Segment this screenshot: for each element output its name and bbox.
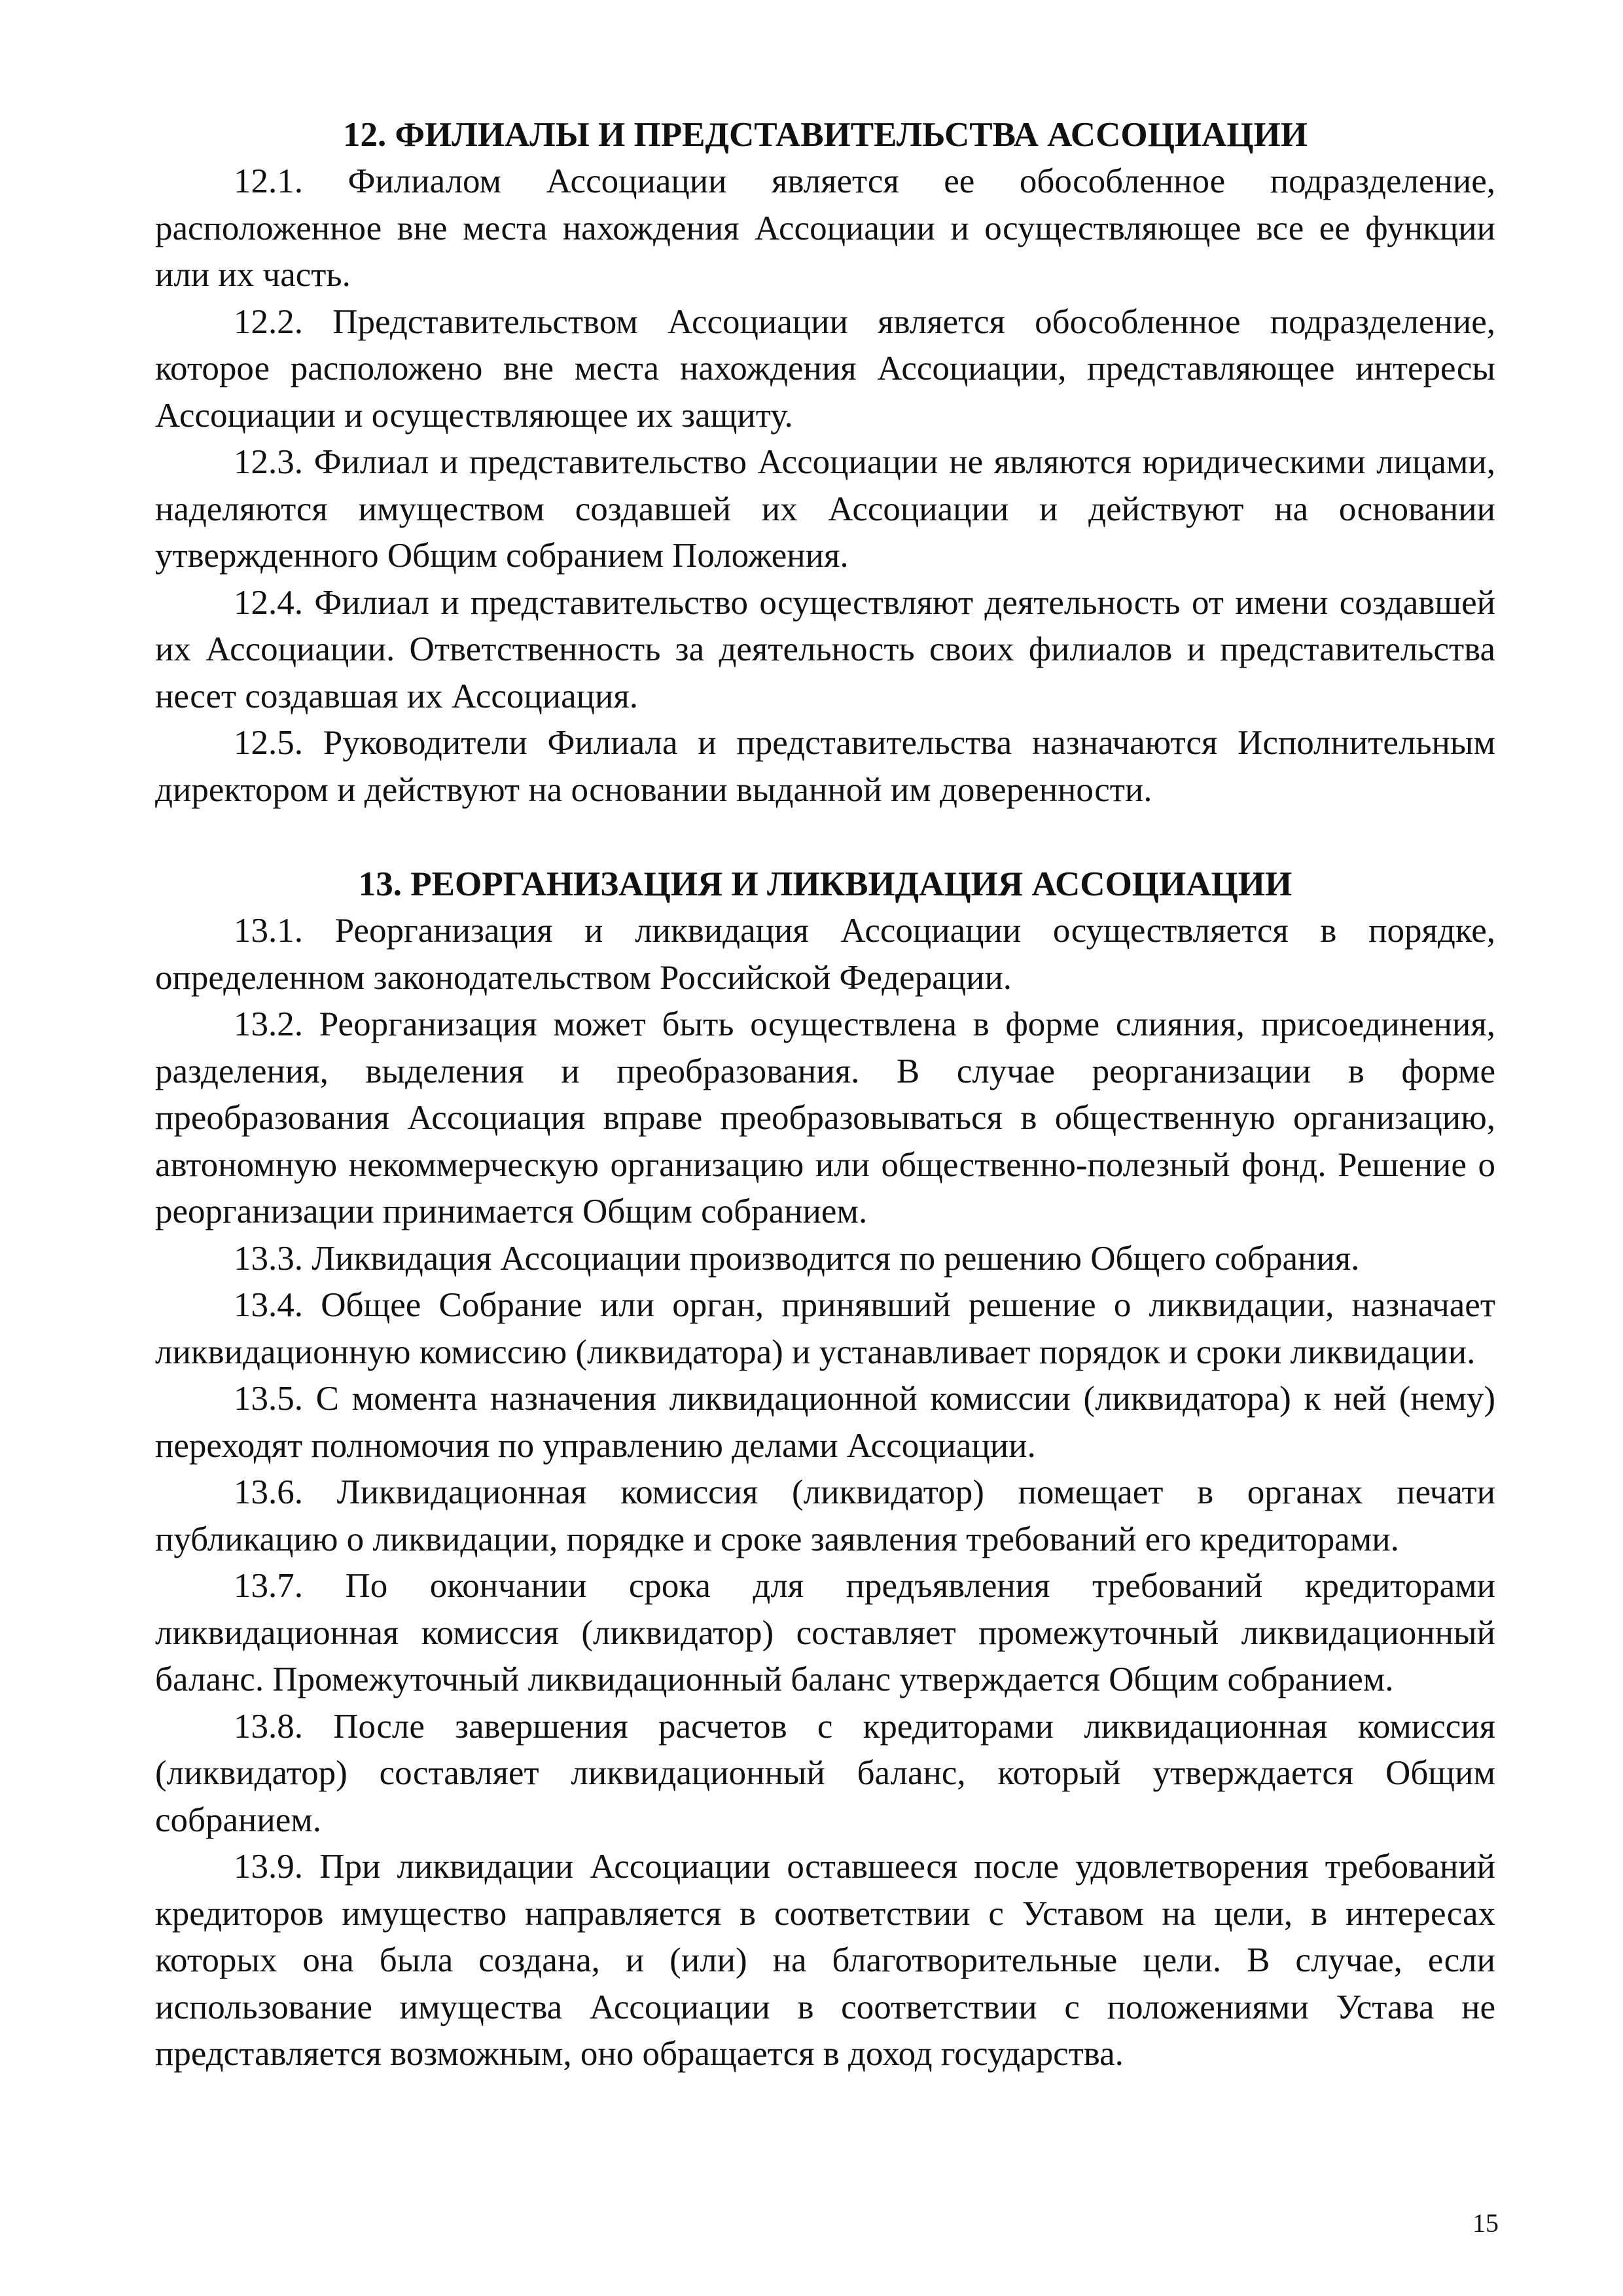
section-12 bbox=[155, 111, 1495, 814]
paragraph-12-2: 12.2. Представительством Ассоциации является обособленное подразделение, которое расположено вне места нахождения Ассоциации, представляющее интересы Ассоциации и осуществляющее их защиту. bbox=[155, 302, 1495, 435]
section-13 bbox=[155, 861, 1495, 2078]
paragraph-13-7: 13.7. По окончании срока для предъявления требований кредиторами ликвидационная комиссия (ликвидатор) составляет промежуточный ликвидационный баланс. Промежуточный ликвидационный баланс утверждается Общим собранием. bbox=[155, 1567, 1495, 1698]
page-number: 15 bbox=[1472, 2208, 1499, 2238]
section-spacer bbox=[155, 814, 1495, 861]
paragraph-13-4: 13.4. Общее Собрание или орган, принявший решение о ликвидации, назначает ликвидационную комиссию (ликвидатора) и устанавливает порядок и сроки ликвидации. bbox=[155, 1286, 1495, 1371]
paragraph-12-5: 12.5. Руководители Филиала и представительства назначаются Исполнительным директором и действуют на основании выданной им доверенности. bbox=[155, 724, 1495, 809]
paragraph-13-1: 13.1. Реорганизация и ликвидация Ассоциации осуществляется в порядке, определенном законодательством Российской Федерации. bbox=[155, 912, 1495, 997]
section-title: 13. РЕОРГАНИЗАЦИЯ И ЛИКВИДАЦИЯ АССОЦИАЦИИ bbox=[358, 865, 1293, 903]
paragraph-13-3: 13.3. Ликвидация Ассоциации производится по решению Общего собрания. bbox=[234, 1239, 1360, 1278]
paragraph-13-6: 13.6. Ликвидационная комиссия (ликвидатор) помещает в органах печати публикацию о ликвидации, порядке и сроке заявления требований его кредиторами. bbox=[155, 1473, 1495, 1558]
paragraph-13-8: 13.8. После завершения расчетов с кредиторами ликвидационная комиссия (ликвидатор) составляет ликвидационный баланс, который утверждается Общим собранием. bbox=[155, 1707, 1495, 1839]
paragraph-13-2: 13.2. Реорганизация может быть осуществлена в форме слияния, присоединения, разделения, выделения и преобразования. В случае реорганизации в форме преобразования Ассоциация вправе преобразовываться в общественную организацию, автономную некоммерческую организацию или общественно-полезный фонд. Решение о реорганизации принимается Общим собранием. bbox=[155, 1005, 1495, 1230]
paragraph-13-9: 13.9. При ликвидации Ассоциации оставшееся после удовлетворения требований кредиторов имущество направляется в соответствии с Уставом на цели, в интересах которых она была создана, и (или) на благотворительные цели. В случае, если использование имущества Ассоциации в соответствии с положениями Устава не представляется возможным, оно обращается в доход государства. bbox=[155, 1848, 1495, 2073]
document-page bbox=[155, 111, 1495, 2078]
paragraph-12-3: 12.3. Филиал и представительство Ассоциации не являются юридическими лицами, наделяются имуществом создавшей их Ассоциации и действуют на основании утвержденного Общим собранием Положения. bbox=[155, 443, 1495, 575]
paragraph-12-1: 12.1. Филиалом Ассоциации является ее обособленное подразделение, расположенное вне места нахождения Ассоциации и осуществляющее все ее функции или их часть. bbox=[155, 162, 1495, 294]
paragraph-13-5: 13.5. С момента назначения ликвидационной комиссии (ликвидатора) к ней (нему) переходят полномочия по управлению делами Ассоциации. bbox=[155, 1380, 1495, 1465]
paragraph-12-4: 12.4. Филиал и представительство осуществляют деятельность от имени создавшей их Ассоциации. Ответственность за деятельность своих филиалов и представительства несет создавшая их Ассоциация. bbox=[155, 583, 1495, 715]
section-title: 12. ФИЛИАЛЫ И ПРЕДСТАВИТЕЛЬСТВА АССОЦИАЦИИ bbox=[343, 116, 1308, 154]
